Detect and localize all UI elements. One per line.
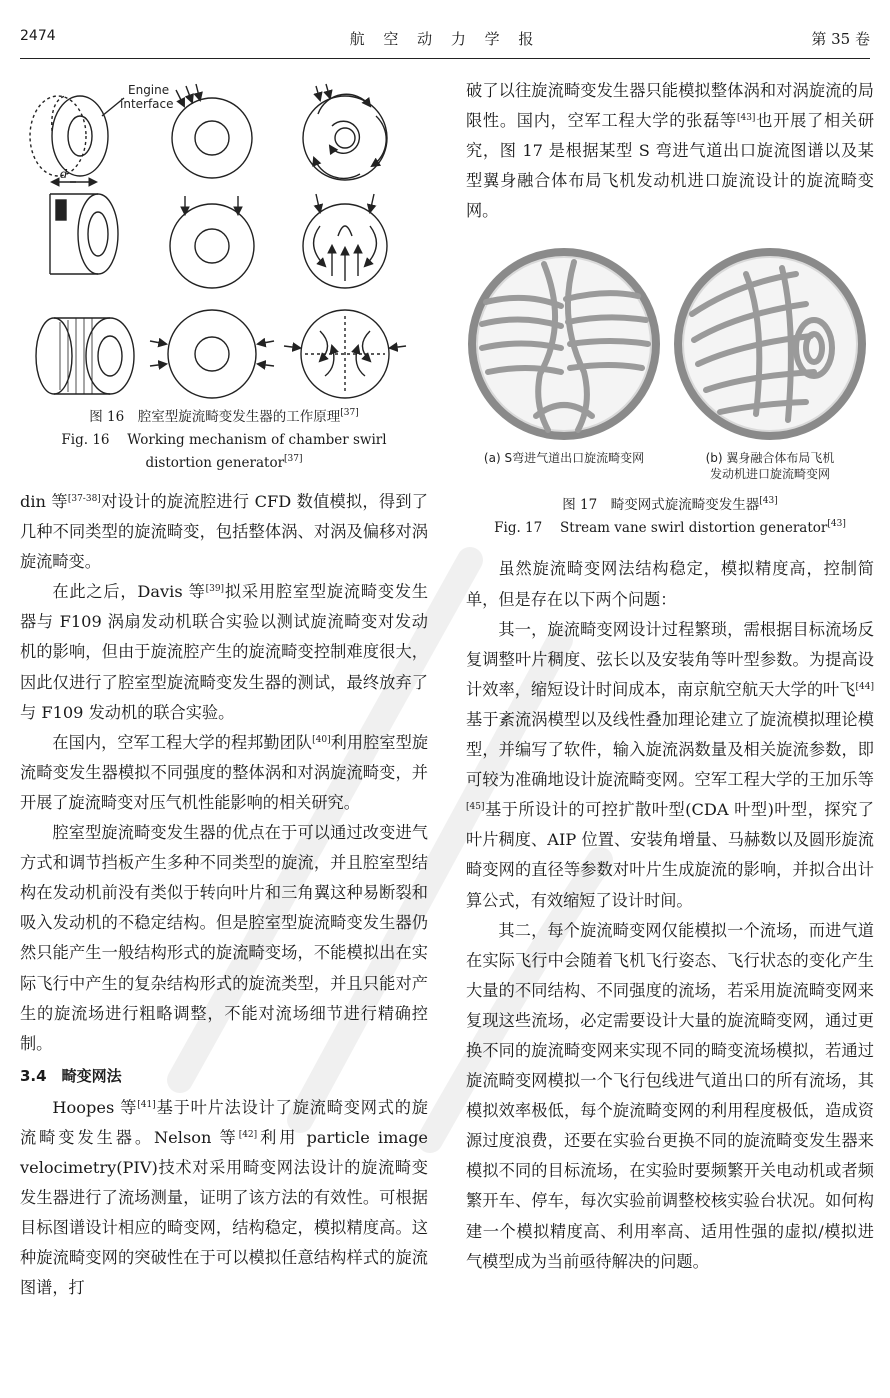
figure-17-caption-zh: 图 17 畸变网式旋流畸变发生器 <box>562 497 760 514</box>
journal-title: 航 空 动 力 学 报 <box>349 30 541 48</box>
swirl-diagram-offset-flow <box>284 310 406 398</box>
figure-16-caption-zh-ref: [37] <box>340 408 359 418</box>
figure-17-sublabel-a: (a) S弯进气道出口旋流畸变网 <box>483 451 645 466</box>
right-paragraph-1: 破了以往旋流畸变发生器只能模拟整体涡和对涡旋流的局限性。国内，空军工程大学的张磊等[43]也开展了相关研究，图 17 是根据某型 S 弯进气道出口旋流图谱以及某型翼身融合体布局飞机发动机进口旋流设计的旋流畸变网。 <box>466 81 875 221</box>
left-column <box>20 76 428 1304</box>
label-engine-line1: Engine <box>128 83 170 97</box>
figure-17-caption-zh-ref: [43] <box>759 496 778 507</box>
figure-16-diagram <box>20 76 428 406</box>
figure-17-caption-en: Fig. 17 Stream vane swirl distortion generator <box>494 520 828 537</box>
figure-17-images <box>466 244 874 494</box>
label-d: d <box>60 167 68 181</box>
swirl-diagram-bulk-flow <box>303 84 387 180</box>
header-rule <box>20 58 870 59</box>
figure-16-caption <box>20 406 428 475</box>
left-paragraph-4: 腔室型旋流畸变发生器的优点在于可以通过改变进气方式和调节挡板产生多种不同类型的旋流，并且腔室型结构在发动机前没有类似于转向叶片和三角翼这种易断裂和吸入发动机的不稳定结构。但是腔室型旋流畸变发生器仍然只能产生一般结构形式的旋流畸变场，不能模拟出在实际飞行中产生的复杂结构形式的旋流类型，并且只能对产生的旋流场进行粗略调整，不能对流场细节进行精确控制。 <box>20 823 428 1053</box>
section-heading-3-4: 3.4 畸变网法 <box>20 1066 122 1085</box>
figure-17-sublabel-b-line1: (b) 翼身融合体布局飞机 <box>705 451 835 466</box>
swirl-diagram-twin-flow <box>303 194 387 288</box>
engine-interface-drum-3 <box>36 318 134 394</box>
figure-16-caption-en-ref: [37] <box>284 454 303 464</box>
left-paragraph-2: 在此之后，Davis 等[39]拟采用腔室型旋流畸变发生器与 F109 涡扇发动机联合实验以测试旋流畸变对发动机的影响，但由于旋流腔产生的旋流畸变控制难度很大，因此仅进行了腔室型旋流畸变发生器的测试，最终放弃了与 F109 发动机的联合实验。 <box>20 582 429 722</box>
figure-17-caption <box>466 494 874 540</box>
engine-interface-drum-2 <box>50 182 118 274</box>
page-header <box>20 28 870 56</box>
stream-vane-image-a <box>472 252 656 436</box>
left-paragraph-1: din 等[37-38]对设计的旋流腔进行 CFD 数值模拟，得到了几种不同类型的旋流畸变，包括整体涡、对涡及偏移对涡旋流畸变。 <box>20 492 428 572</box>
left-paragraph-3: 在国内，空军工程大学的程邦勤团队[40]利用腔室型旋流畸变发生器模拟不同强度的整体涡和对涡旋流畸变，并开展了旋流畸变对压气机性能影响的相关研究。 <box>20 732 429 812</box>
right-paragraph-4: 其二，每个旋流畸变网仅能模拟一个流场，而进气道在实际飞行中会随着飞机飞行姿态、飞行状态的变化产生大量的不同结构、不同强度的流场，若采用旋流畸变网来复现这些流场，必定需要设计大量的旋流畸变网，通过更换不同的旋流畸变网来实现不同的畸变流场模拟，若通过旋流畸变网模拟一个飞行包线进气道出口的所有流场，其模拟效率极低，每个旋流畸变网的利用程度极低，造成资源过度浪费，还要在实验台更换不同的旋流畸变发生器来模拟不同的目标流场，在实验时要频繁开关电动机或者频繁开车、停车，每次实验前调整校核实验台状况。如何构建一个模拟精度高、利用率高、适用性强的虚拟/模拟进气模型成为当前亟待解决的问题。 <box>466 920 874 1271</box>
engine-interface-drum-1 <box>30 96 108 176</box>
volume-label: 第 35 卷 <box>811 30 870 48</box>
right-paragraph-2: 虽然旋流畸变网法结构稳定，模拟精度高，控制简单，但是存在以下两个问题： <box>466 559 874 609</box>
figure-17 <box>466 244 874 540</box>
figure-16-caption-zh: 图 16 腔室型旋流畸变发生器的工作原理 <box>89 409 341 425</box>
page-number: 2474 <box>20 28 56 44</box>
figure-16 <box>20 76 428 475</box>
figure-16-caption-en-line2: distortion generator <box>145 455 285 471</box>
swirl-diagram-twin <box>170 196 254 288</box>
swirl-diagram-offset <box>150 310 274 398</box>
right-paragraph-3: 其一，旋流畸变网设计过程繁琐，需根据目标流场反复调整叶片稠度、弦长以及安装角等叶型参数。为提高设计效率，缩短设计时间成本，南京航空航天大学的叶飞[44]基于紊流涡模型以及线性叠加理论建立了旋流模拟理论模型，并编写了软件，输入旋流涡数量及相关旋流参数，即可较为准确地设计旋流畸变网。空军工程大学的王加乐等[45]基于所设计的可控扩散叶型(CDA 叶型)叶型，探究了叶片稠度、AIP 位置、安装角增量、马赫数以及圆形旋流畸变网的直径等参数对叶片生成旋流的影响，并拟合出计算公式，有效缩短了设计时间。 <box>466 619 874 910</box>
left-paragraph-5: Hoopes 等[41]基于叶片法设计了旋流畸变网式的旋流畸变发生器。Nelson 等[42]利用 particle image velocimetry(PIV)技术对采用畸变网法设计的旋流畸变发生器进行了流场测量，证明了该方法的有效性。可根据目标图谱设计相应的畸变网，结构稳定，模拟精度高。这种旋流畸变网的突破性在于可以模拟任意结构样式的旋流图谱，打 <box>20 1097 429 1298</box>
figure-17-caption-en-ref: [43] <box>827 519 846 530</box>
right-column <box>466 76 874 1277</box>
figure-16-caption-en-line1: Fig. 16 Working mechanism of chamber swirl <box>61 432 387 448</box>
stream-vane-image-b <box>678 252 862 436</box>
figure-17-sublabel-b-line2: 发动机进口旋流畸变网 <box>709 467 831 482</box>
swirl-diagram-bulk <box>172 84 252 178</box>
label-engine-line2: interface <box>120 97 174 111</box>
